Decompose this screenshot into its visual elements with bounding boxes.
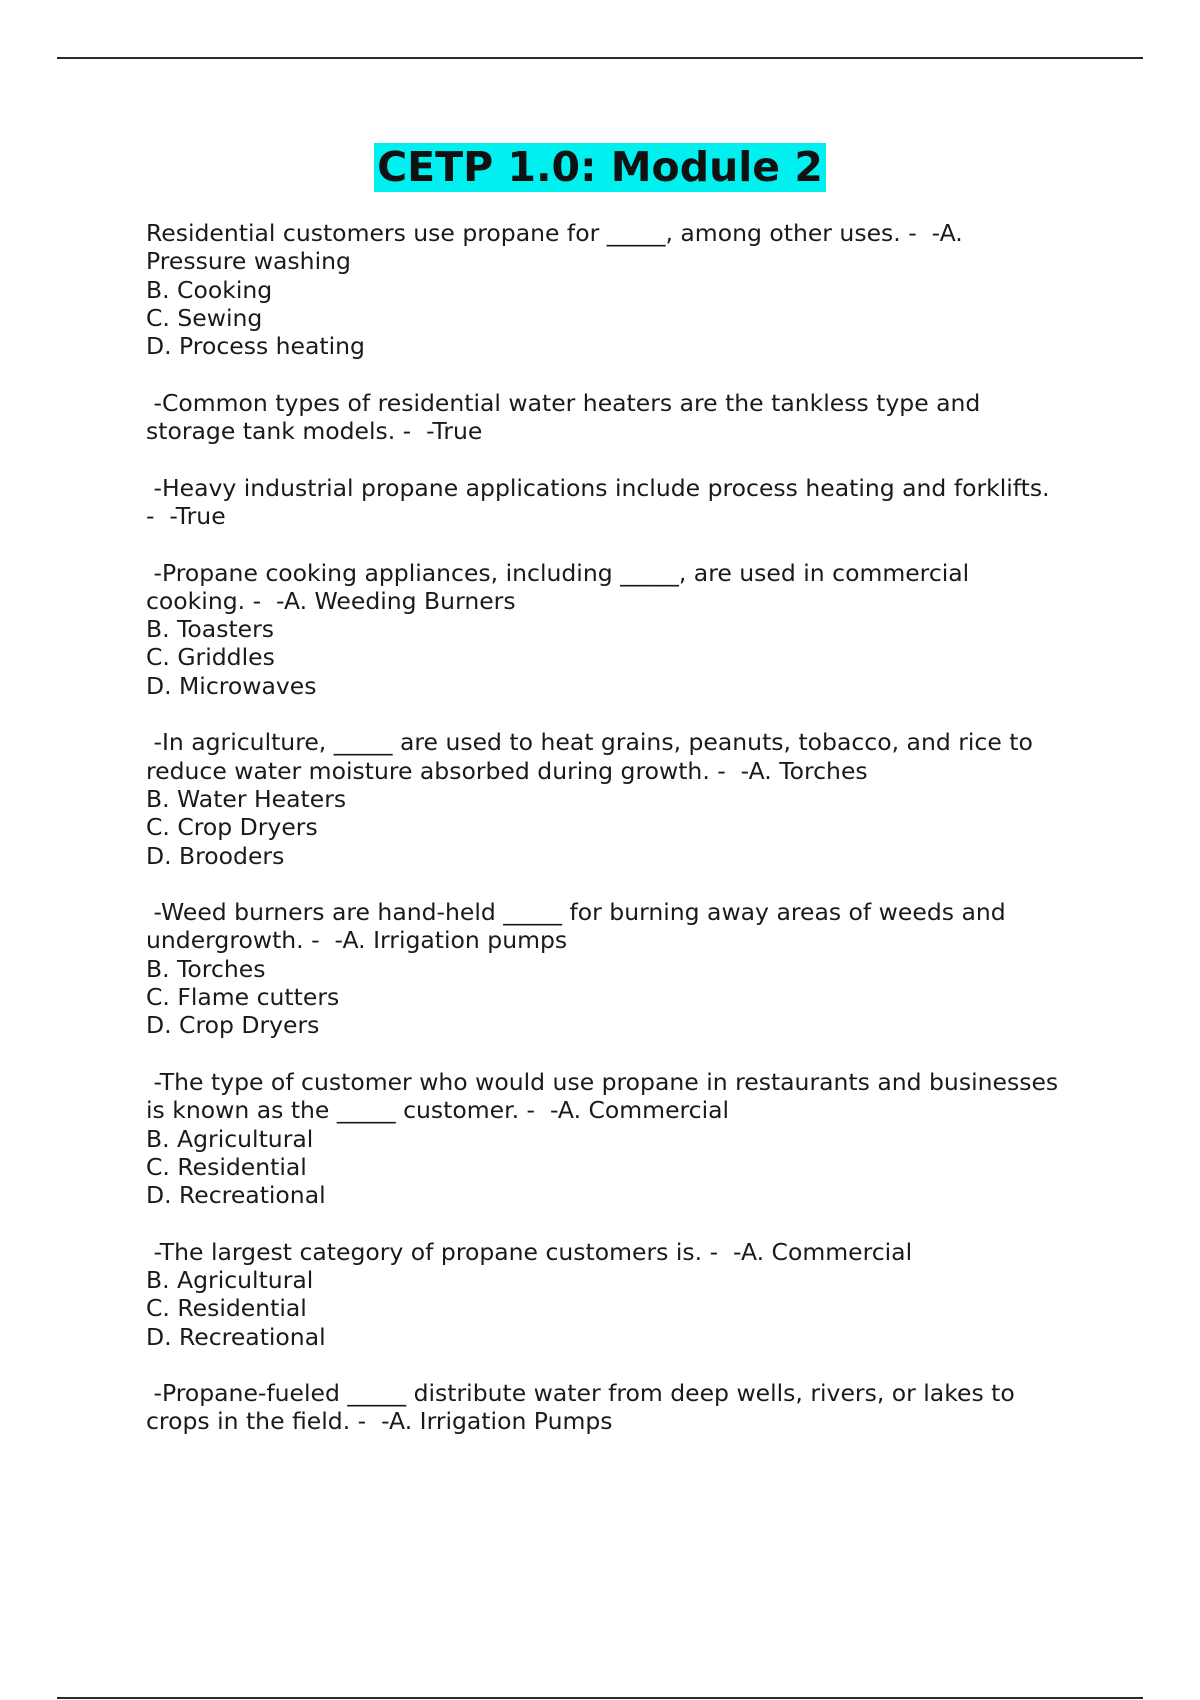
question-item xyxy=(146,219,1091,360)
question-item xyxy=(146,559,1091,700)
question-line: -The largest category of propane customers is. - -A. Commercial xyxy=(146,1237,913,1266)
question-line: B. Cooking xyxy=(146,275,273,304)
top-rule xyxy=(57,57,1143,59)
question-line: - -True xyxy=(146,501,226,530)
question-line: B. Water Heaters xyxy=(146,784,347,813)
question-list xyxy=(146,219,1091,1464)
question-line: -In agriculture, _____ are used to heat grains, peanuts, tobacco, and rice to xyxy=(146,728,1033,757)
question-line: D. Crop Dryers xyxy=(146,1011,320,1040)
bottom-rule xyxy=(57,1697,1143,1699)
question-line: D. Process heating xyxy=(146,332,365,361)
question-item xyxy=(146,474,1091,531)
question-line: C. Sewing xyxy=(146,303,263,332)
question-item xyxy=(146,1379,1091,1436)
question-line: storage tank models. - -True xyxy=(146,417,483,446)
question-line: C. Residential xyxy=(146,1294,307,1323)
question-line: B. Agricultural xyxy=(146,1124,314,1153)
question-line: cooking. - -A. Weeding Burners xyxy=(146,586,516,615)
question-line: reduce water moisture absorbed during growth. - -A. Torches xyxy=(146,756,868,785)
question-line: -The type of customer who would use propane in restaurants and businesses xyxy=(146,1067,1059,1096)
question-line: D. Microwaves xyxy=(146,671,317,700)
question-line: C. Griddles xyxy=(146,643,275,672)
question-line: D. Brooders xyxy=(146,841,285,870)
question-line: C. Crop Dryers xyxy=(146,813,318,842)
question-line: D. Recreational xyxy=(146,1181,326,1210)
question-item xyxy=(146,1068,1091,1209)
question-line: -Common types of residential water heaters are the tankless type and xyxy=(146,388,981,417)
question-line: crops in the field. - -A. Irrigation Pumps xyxy=(146,1407,613,1436)
question-line: is known as the _____ customer. - -A. Commercial xyxy=(146,1096,730,1125)
question-item xyxy=(146,389,1091,446)
title-wrap xyxy=(0,143,1200,192)
question-line: -Propane-fueled _____ distribute water from deep wells, rivers, or lakes to xyxy=(146,1379,1015,1408)
question-line: undergrowth. - -A. Irrigation pumps xyxy=(146,926,568,955)
question-item xyxy=(146,728,1091,869)
question-line: -Heavy industrial propane applications include process heating and forklifts. xyxy=(146,473,1050,502)
question-line: -Propane cooking appliances, including _____, are used in commercial xyxy=(146,558,970,587)
question-item xyxy=(146,1238,1091,1351)
question-line: B. Agricultural xyxy=(146,1265,314,1294)
question-line: C. Flame cutters xyxy=(146,983,340,1012)
question-item xyxy=(146,898,1091,1039)
question-line: Pressure washing xyxy=(146,247,351,276)
question-line: D. Recreational xyxy=(146,1322,326,1351)
document-title: CETP 1.0: Module 2 xyxy=(374,143,826,192)
question-line: B. Torches xyxy=(146,954,266,983)
question-line: C. Residential xyxy=(146,1152,307,1181)
question-line: Residential customers use propane for _____, among other uses. - -A. xyxy=(146,219,963,247)
question-line: B. Toasters xyxy=(146,615,275,644)
question-line: -Weed burners are hand-held _____ for burning away areas of weeds and xyxy=(146,898,1006,927)
